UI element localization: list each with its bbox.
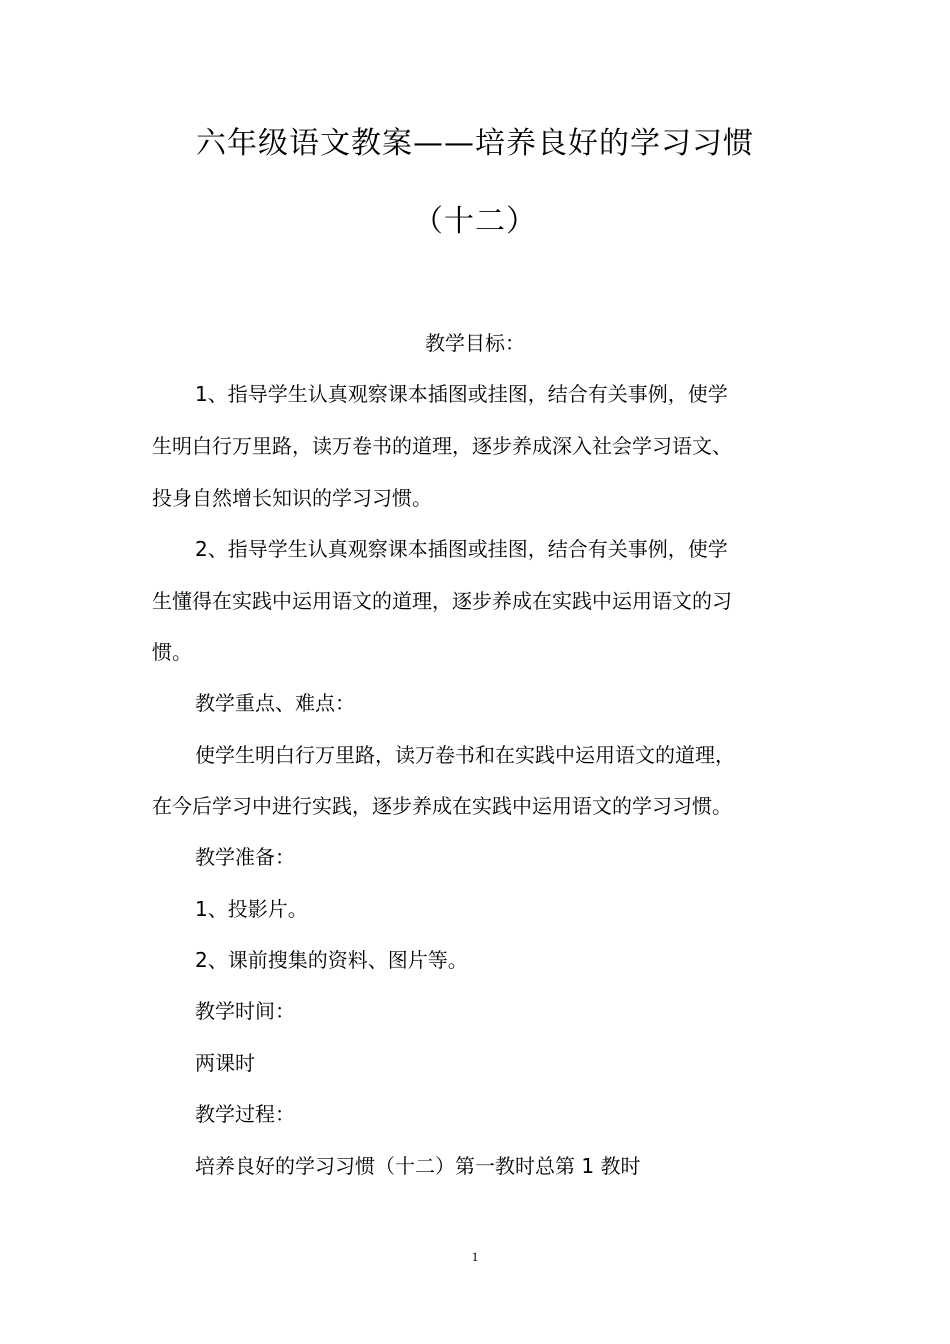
page-number: 1 <box>471 1249 479 1264</box>
section-heading-time: 教学时间： <box>195 999 295 1023</box>
objective-2-line-3: 惯。 <box>152 640 192 664</box>
objective-2-line-2: 生懂得在实践中运用语文的道理，逐步养成在实践中运用语文的习 <box>152 589 732 613</box>
section-heading-preparation: 教学准备： <box>195 845 295 869</box>
objective-1-line-1: 1、指导学生认真观察课本插图或挂图，结合有关事例，使学 <box>195 382 728 406</box>
document-title-line-1: 六年级语文教案——培养良好的学习习惯 <box>196 126 754 161</box>
objective-2-line-1: 2、指导学生认真观察课本插图或挂图，结合有关事例，使学 <box>195 537 728 561</box>
key-points-line-1: 使学生明白行万里路，读万卷书和在实践中运用语文的道理， <box>195 743 735 767</box>
preparation-item-1: 1、投影片。 <box>195 897 308 921</box>
section-heading-key-points: 教学重点、难点： <box>195 691 355 715</box>
document-title-line-2: （十二） <box>413 204 537 239</box>
preparation-item-2: 2、课前搜集的资料、图片等。 <box>195 948 468 972</box>
objective-1-line-3: 投身自然增长知识的学习习惯。 <box>152 486 432 510</box>
section-heading-process: 教学过程： <box>195 1102 295 1126</box>
key-points-line-2: 在今后学习中进行实践，逐步养成在实践中运用语文的学习习惯。 <box>152 794 732 818</box>
section-heading-objectives: 教学目标： <box>425 331 525 355</box>
process-line-1: 培养良好的学习习惯（十二）第一教时总第 1 教时 <box>195 1154 641 1178</box>
time-value: 两课时 <box>195 1051 255 1075</box>
objective-1-line-2: 生明白行万里路，读万卷书的道理，逐步养成深入社会学习语文、 <box>152 434 732 458</box>
